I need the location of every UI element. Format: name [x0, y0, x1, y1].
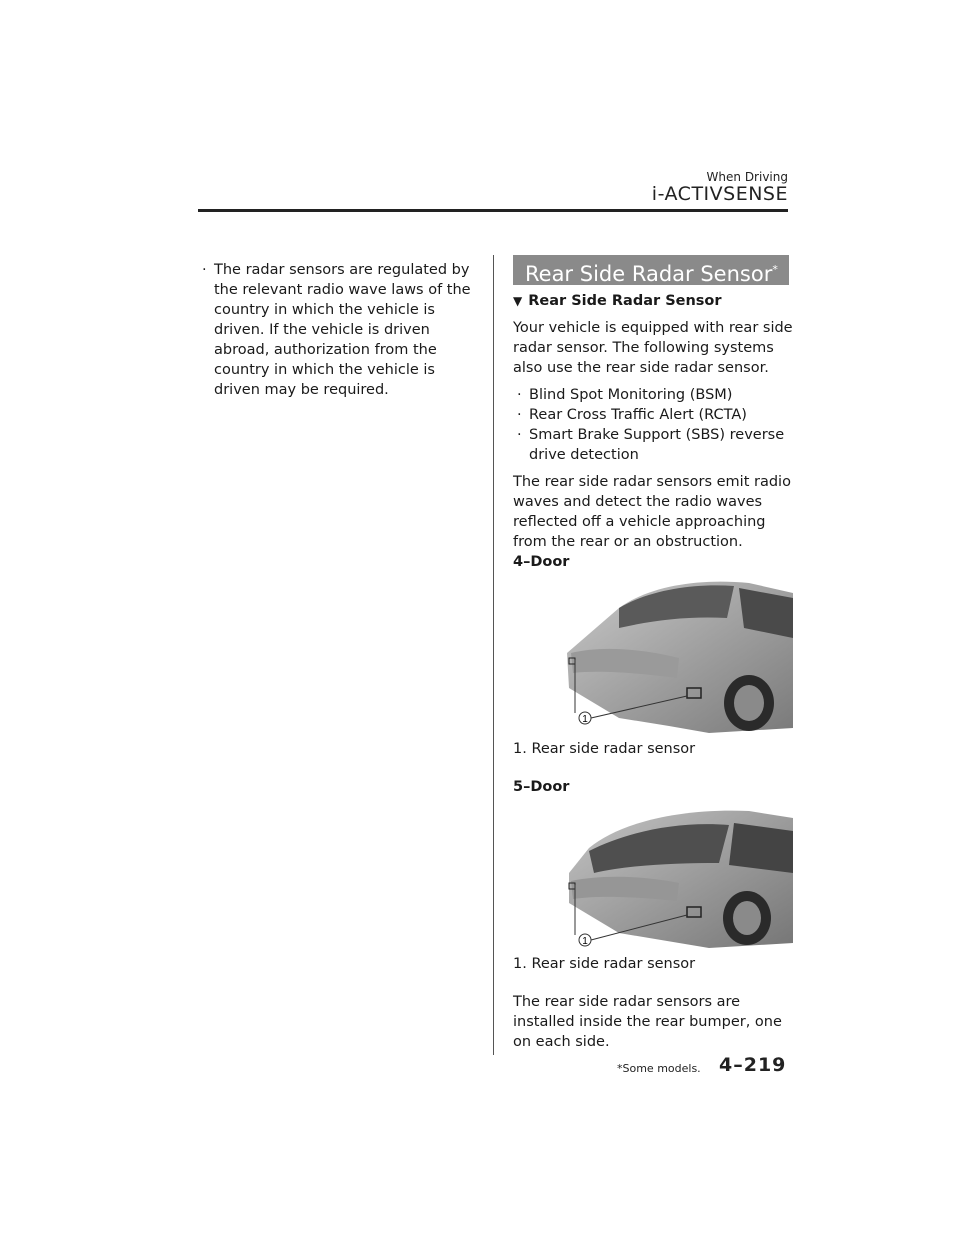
subhead-text: Rear Side Radar Sensor: [528, 293, 722, 309]
list-item-text: Rear Cross Traffic Alert (RCTA): [529, 407, 747, 423]
figure-caption-5door: 1. Rear side radar sensor: [513, 956, 696, 972]
note-bullet: [198, 260, 476, 400]
section-title: Rear Side Radar Sensor: [525, 262, 773, 286]
bullet-dot: ·: [517, 387, 522, 403]
right-column: [513, 255, 793, 1052]
bullet-dot: ·: [202, 262, 207, 278]
some-models-mark: *: [772, 263, 778, 276]
left-column: [198, 260, 476, 400]
list-item: [517, 425, 793, 465]
chapter-header: i-ACTIVSENSE: [651, 183, 788, 205]
systems-list: [513, 385, 793, 465]
callout-number: 1: [582, 714, 588, 725]
figure-label-5door: 5–Door: [513, 779, 570, 795]
subhead: [513, 291, 793, 311]
list-item-text: Blind Spot Monitoring (BSM): [529, 387, 733, 403]
figure-label-4door: 4–Door: [513, 554, 570, 570]
callout-number: 1: [582, 936, 588, 947]
emit-paragraph: The rear side radar sensors emit radio waves and detect the radio waves reflected off a vehicle approaching from the rear or an obstruction.: [513, 474, 791, 550]
figure-caption-4door: 1. Rear side radar sensor: [513, 741, 696, 757]
spacer: [513, 974, 793, 992]
bullet-dot: ·: [517, 427, 522, 443]
list-item-text: Smart Brake Support (SBS) reverse drive detection: [529, 427, 785, 463]
column-divider: [493, 255, 494, 1055]
spacer: [513, 759, 793, 777]
list-item: [517, 385, 793, 405]
bullet-dot: ·: [517, 407, 522, 423]
section-header: When Driving: [706, 170, 788, 184]
list-item: [517, 405, 793, 425]
section-title-bar: [513, 255, 789, 285]
sedan-figure: [559, 578, 793, 733]
header-rule: [198, 209, 788, 212]
intro-paragraph: Your vehicle is equipped with rear side radar sensor. The following systems also use the rear side radar sensor.: [513, 320, 793, 376]
sedan-illustration: [559, 578, 793, 733]
triangle-marker-icon: ▼: [513, 294, 523, 308]
install-paragraph: The rear side radar sensors are installed inside the rear bumper, one on each side.: [513, 994, 782, 1050]
note-text: The radar sensors are regulated by the relevant radio wave laws of the country in which the vehicle is driven. If the vehicle is driven abroad, authorization from the country in which the vehicle is driven may be required.: [214, 262, 471, 398]
hatchback-figure: [559, 803, 793, 948]
footnote: *Some models.: [617, 1062, 701, 1075]
hatchback-illustration: [559, 803, 793, 948]
page-number: 4–219: [719, 1054, 787, 1076]
